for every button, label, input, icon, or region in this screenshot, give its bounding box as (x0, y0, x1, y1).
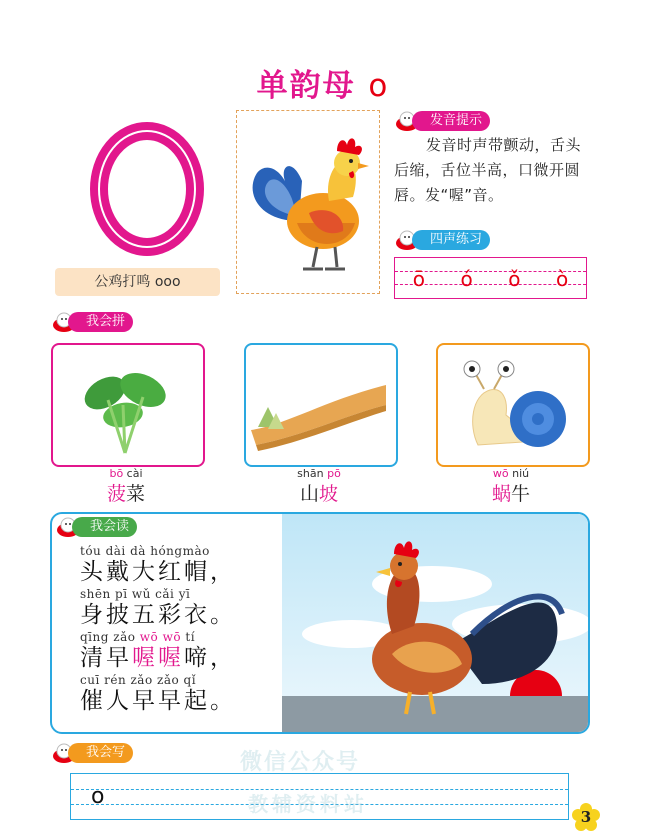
tone-2: ó (460, 267, 473, 291)
hillside-pinyin: shān pō (297, 467, 341, 480)
rooster-image-frame (236, 110, 380, 294)
rooster-icon (237, 111, 379, 293)
poem-line-2-pinyin: shēn pī wǔ cǎi yī (80, 587, 191, 601)
poem-line-2: 身披五彩衣。 (80, 602, 236, 628)
tone-1: ō (412, 267, 425, 291)
page-title-text: 单韵母 (256, 68, 356, 104)
poem-line-1: 头戴大红帽， (80, 559, 236, 585)
poem-line-3-pinyin: qīng zǎo wō wō tí (80, 630, 196, 644)
hillside-word: 山坡 (299, 483, 339, 505)
poem (80, 544, 236, 716)
four-tones-practice (394, 257, 587, 299)
read-section-label: 我会读 (72, 517, 137, 537)
poem-line-4-pinyin: cuī rén zǎo zǎo qǐ (80, 673, 197, 687)
page-title (0, 60, 646, 105)
pronunciation-tip-label: 发音提示 (412, 111, 490, 131)
snail-card (436, 343, 590, 467)
snail-word: 蜗牛 (491, 483, 531, 505)
write-section-label: 我会写 (68, 743, 133, 763)
page-number: 3 (580, 808, 592, 826)
hillside-icon (246, 345, 396, 465)
poem-line-3: 清早喔喔啼， (80, 645, 236, 671)
write-letter: o (91, 784, 105, 809)
spinach-pinyin: bō cài (109, 467, 143, 480)
poem-line-4: 催人早早起。 (80, 688, 236, 714)
page-title-letter: o (368, 68, 390, 104)
spell-section-label: 我会拼 (68, 312, 133, 332)
snail-pinyin: wō niú (492, 467, 530, 480)
watermark-line-1: 微信公众号 (240, 750, 361, 775)
snail-icon (438, 345, 588, 465)
poem-line-1-pinyin: tóu dài dà hóngmào (80, 544, 210, 558)
tone-3: ǒ (508, 267, 521, 291)
four-tones-label: 四声练习 (412, 230, 490, 250)
spinach-word: 菠菜 (106, 483, 146, 505)
watermark-line-2: 教辅资料站 (248, 792, 368, 816)
spinach-card (51, 343, 205, 467)
hillside-card (244, 343, 398, 467)
tone-4: ò (556, 267, 569, 291)
big-letter-o-icon (86, 120, 208, 258)
caption-label: 公鸡打鸣 ooo (55, 268, 220, 296)
pronunciation-tip-text: 发音时声带颤动，舌头后缩，舌位半高，口微开圆唇。发“喔”音。 (394, 136, 582, 204)
spinach-icon (53, 345, 203, 465)
